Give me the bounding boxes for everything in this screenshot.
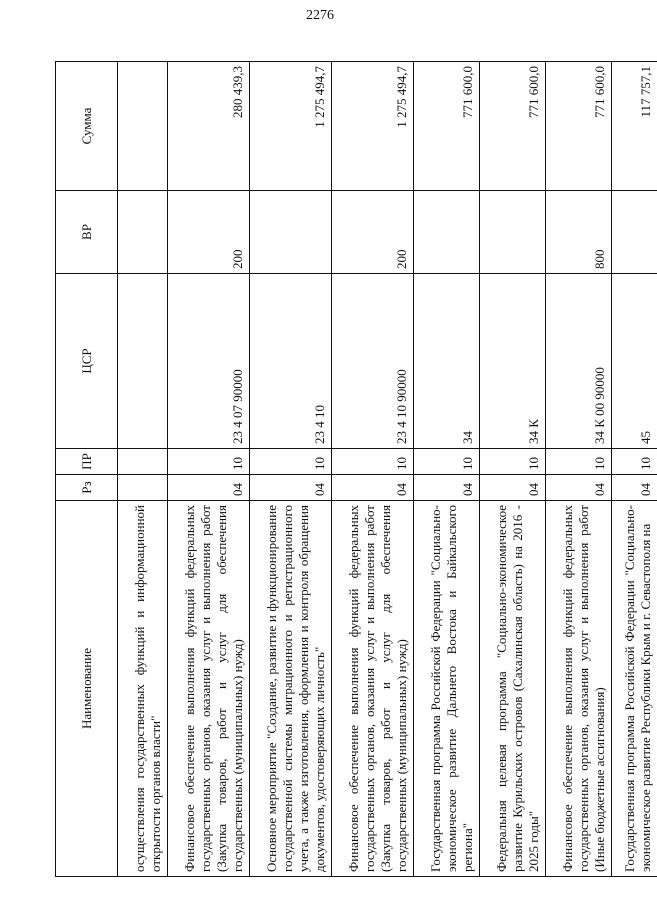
cell-csr: 45 (612, 274, 657, 449)
cell-rz: 04 (546, 475, 612, 501)
header-csr: ЦСР (56, 274, 118, 449)
cell-name: Государственная программа Российской Федерации "Социально-экономическое развитие Республики Крым и г. Севастополя на (612, 501, 657, 877)
cell-vr (250, 191, 332, 274)
cell-rz: 04 (250, 475, 332, 501)
cell-name: Основное мероприятие "Создание, развитие и функционирование государственной системы миграционного и регистрационного учета, а также изготовления, оформления и контроля обращения документов, удостоверяющих личность" (250, 501, 332, 877)
table-row (332, 62, 414, 877)
table-row (168, 62, 250, 877)
cell-sum: 1 275 494,7 (332, 62, 414, 191)
cell-vr: 800 (546, 191, 612, 274)
table-row (118, 62, 168, 877)
table-row (480, 62, 546, 877)
header-sum: Сумма (56, 62, 118, 191)
cell-pr: 10 (414, 449, 480, 475)
cell-csr: 34 К (480, 274, 546, 449)
cell-rz: 04 (612, 475, 657, 501)
header-rz: Рз (56, 475, 118, 501)
page-number: 2276 (306, 8, 334, 23)
cell-pr: 10 (546, 449, 612, 475)
cell-name: Финансовое обеспечение выполнения функций федеральных государственных органов, оказания услуг и выполнения работ (Закупка товаров, работ и услуг для обеспечения государственных (муниципальных) нужд) (168, 501, 250, 877)
table-row (414, 62, 480, 877)
cell-vr: 200 (332, 191, 414, 274)
rotated-page (55, 62, 653, 877)
header-pr: ПР (56, 449, 118, 475)
cell-vr (612, 191, 657, 274)
cell-pr: 10 (612, 449, 657, 475)
header-vr: ВР (56, 191, 118, 274)
cell-pr: 10 (168, 449, 250, 475)
budget-table (55, 61, 657, 877)
cell-csr (118, 274, 168, 449)
cell-sum: 771 600,0 (414, 62, 480, 191)
cell-sum (118, 62, 168, 191)
cell-csr: 34 (414, 274, 480, 449)
cell-rz: 04 (332, 475, 414, 501)
cell-vr: 200 (168, 191, 250, 274)
table-row (546, 62, 612, 877)
cell-rz: 04 (480, 475, 546, 501)
header-name: Наименование (56, 501, 118, 877)
cell-pr (118, 449, 168, 475)
cell-vr (480, 191, 546, 274)
cell-vr (118, 191, 168, 274)
cell-rz (118, 475, 168, 501)
table-header-row (56, 62, 118, 877)
cell-sum: 280 439,3 (168, 62, 250, 191)
cell-csr: 23 4 07 90000 (168, 274, 250, 449)
cell-sum: 771 600,0 (480, 62, 546, 191)
cell-name: Федеральная целевая программа "Социально-экономическое развитие Курильских островов (Сахалинская область) на 2016 - 2025 годы" (480, 501, 546, 877)
cell-sum: 771 600,0 (546, 62, 612, 191)
cell-vr (414, 191, 480, 274)
cell-name: Финансовое обеспечение выполнения функций федеральных государственных органов, оказания услуг и выполнения работ (Иные бюджетные ассигнования) (546, 501, 612, 877)
cell-name: Государственная программа Российской Федерации "Социально-экономическое развитие Дальнего Востока и Байкальского региона" (414, 501, 480, 877)
cell-pr: 10 (332, 449, 414, 475)
cell-csr: 23 4 10 90000 (332, 274, 414, 449)
cell-csr: 34 К 00 90000 (546, 274, 612, 449)
cell-csr: 23 4 10 (250, 274, 332, 449)
cell-pr: 10 (250, 449, 332, 475)
cell-rz: 04 (414, 475, 480, 501)
cell-name: осуществления государственных функций и информационной открытости органов власти" (118, 501, 168, 877)
table-row (612, 62, 657, 877)
table-row (250, 62, 332, 877)
cell-sum: 117 757,1 (612, 62, 657, 191)
cell-rz: 04 (168, 475, 250, 501)
cell-sum: 1 275 494,7 (250, 62, 332, 191)
cell-pr: 10 (480, 449, 546, 475)
cell-name: Финансовое обеспечение выполнения функций федеральных государственных органов, оказания услуг и выполнения работ (Закупка товаров, работ и услуг для обеспечения государственных (муниципальных) нужд) (332, 501, 414, 877)
